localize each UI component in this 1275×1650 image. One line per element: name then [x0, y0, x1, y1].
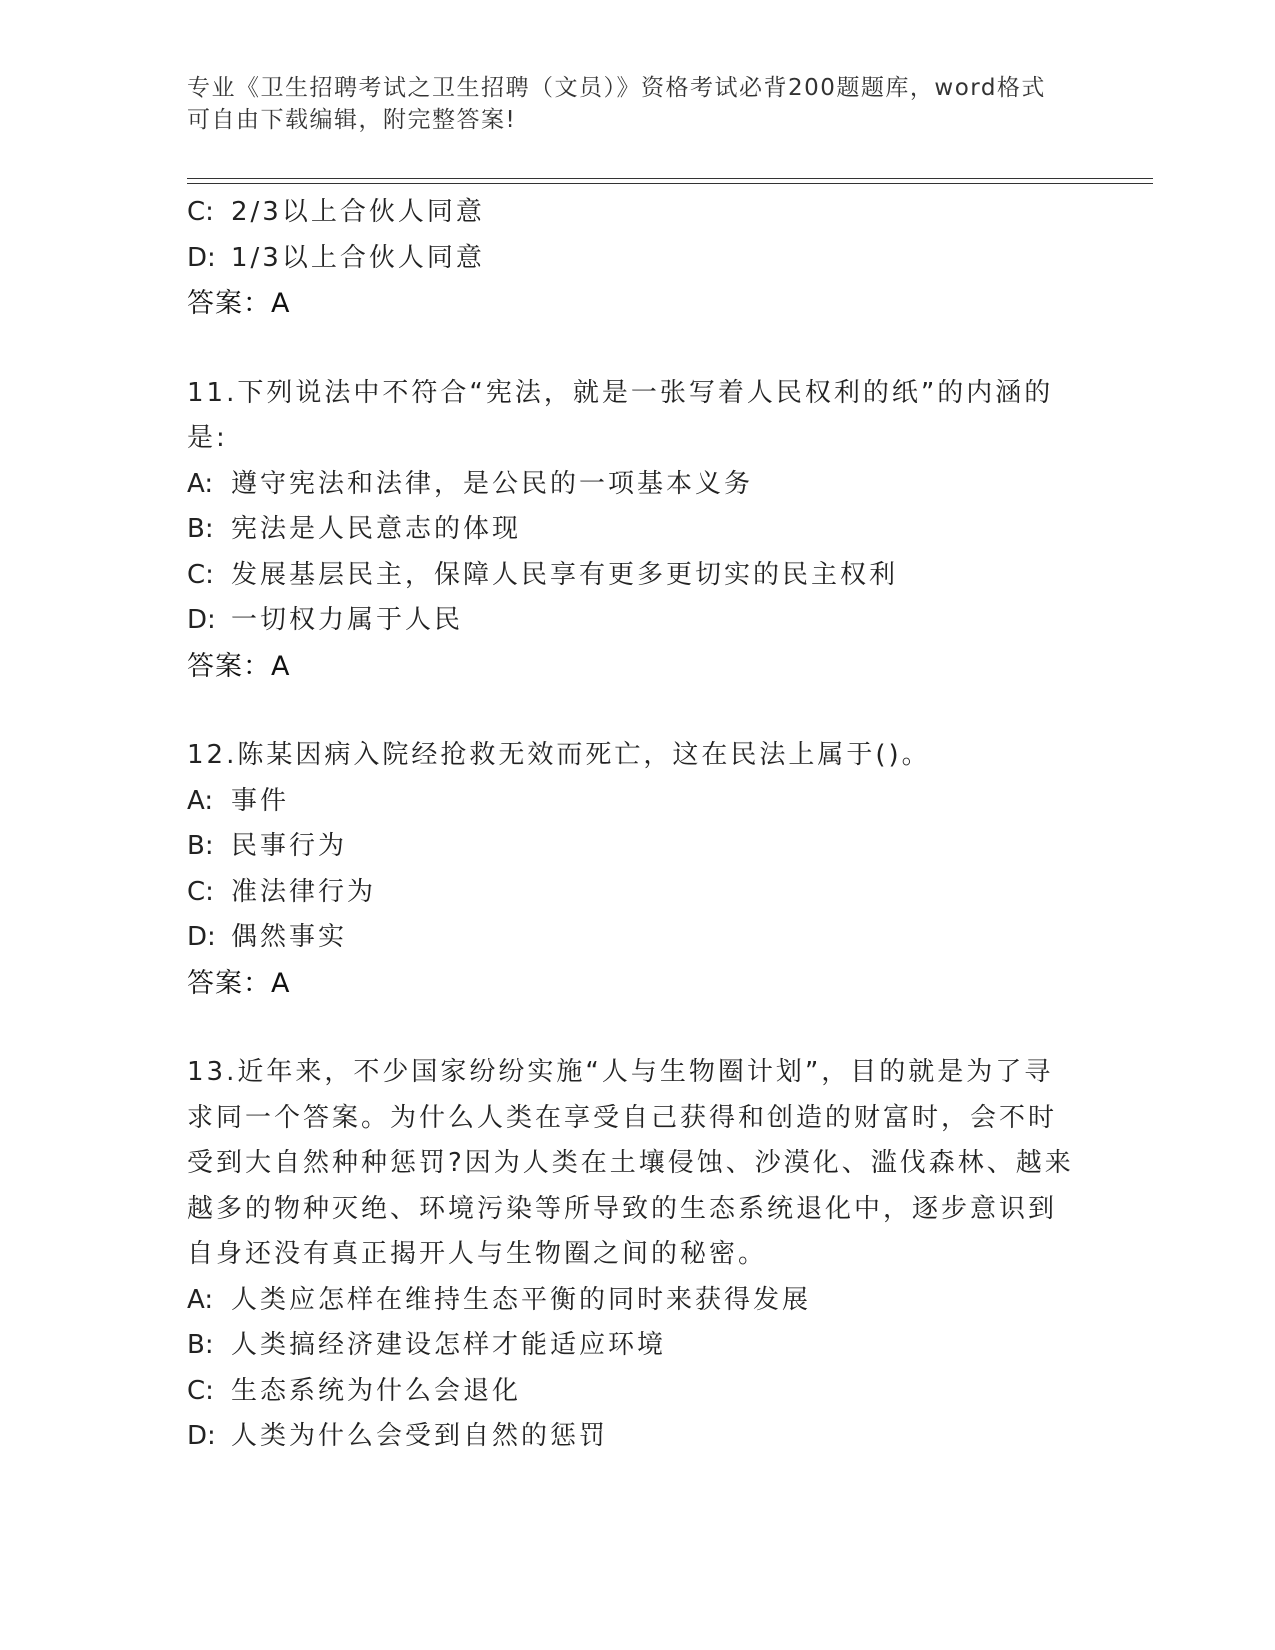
question-11 [187, 371, 1087, 690]
option-c [187, 190, 1087, 236]
option-b [187, 824, 1087, 870]
option-c [187, 870, 1087, 916]
answer-line: 答案：A [187, 288, 291, 319]
option-text: 2/3以上合伙人同意 [231, 197, 485, 227]
option-key: D: [187, 605, 216, 635]
question-stem-line: 求同一个答案。为什么人类在享受自己获得和创造的财富时，会不时 [187, 1102, 1058, 1133]
header-divider-top [187, 178, 1153, 179]
document-body [187, 190, 1087, 1460]
option-key: A: [187, 468, 214, 499]
option-d [187, 915, 1087, 961]
spacer [187, 1006, 1087, 1050]
option-key: A: [187, 785, 214, 816]
question-13 [187, 1050, 1087, 1460]
spacer [187, 327, 1087, 371]
question-stem-line: 12.陈某因病入院经抢救无效而死亡，这在民法上属于()。 [187, 740, 931, 770]
document-header [187, 72, 1087, 136]
option-text: 一切权力属于人民 [231, 605, 464, 635]
option-d [187, 236, 1087, 282]
answer-line: 答案：A [187, 650, 291, 682]
question-stem-line: 越多的物种灭绝、环境污染等所导致的生态系统退化中，逐步意识到 [187, 1193, 1058, 1224]
option-text: 生态系统为什么会退化 [231, 1375, 522, 1406]
option-text: 事件 [231, 785, 290, 816]
option-b [187, 1323, 1087, 1369]
option-d [187, 598, 1087, 644]
option-key: D: [187, 922, 216, 952]
option-key: C: [187, 1375, 214, 1406]
question-12 [187, 733, 1087, 1006]
option-text: 偶然事实 [231, 922, 348, 952]
option-a [187, 1278, 1087, 1324]
question-stem-line: 受到大自然种种惩罚?因为人类在土壤侵蚀、沙漠化、滥伐森林、越来 [187, 1148, 1074, 1178]
header-divider-bottom [187, 183, 1153, 184]
question-stem-line: 13.近年来，不少国家纷纷实施“人与生物圈计划”，目的就是为了寻 [187, 1057, 1054, 1087]
option-text: 人类为什么会受到自然的惩罚 [231, 1421, 609, 1451]
option-key: A: [187, 1284, 214, 1315]
option-c [187, 1369, 1087, 1415]
option-text: 宪法是人民意志的体现 [231, 514, 522, 544]
option-key: D: [187, 242, 216, 273]
option-text: 1/3以上合伙人同意 [231, 242, 485, 273]
option-a [187, 779, 1087, 825]
option-key: B: [187, 1330, 214, 1360]
option-key: D: [187, 1421, 216, 1451]
option-key: B: [187, 514, 214, 544]
option-d [187, 1414, 1087, 1460]
option-text: 准法律行为 [231, 876, 377, 907]
option-text: 人类搞经济建设怎样才能适应环境 [231, 1330, 667, 1360]
option-key: C: [187, 876, 214, 907]
option-text: 民事行为 [231, 831, 348, 861]
option-c [187, 553, 1087, 599]
option-text: 人类应怎样在维持生态平衡的同时来获得发展 [231, 1284, 812, 1315]
header-title-line-1: 专业《卫生招聘考试之卫生招聘（文员）》资格考试必背200题题库，word格式 [187, 75, 1046, 101]
header-title-line-2: 可自由下载编辑，附完整答案! [187, 107, 517, 133]
question-stem-line: 自身还没有真正揭开人与生物圈之间的秘密。 [187, 1239, 768, 1269]
option-text: 发展基层民主，保障人民享有更多更切实的民主权利 [231, 559, 899, 590]
question-stem-line: 11.下列说法中不符合“宪法，就是一张写着人民权利的纸”的内涵的 [187, 377, 1054, 408]
question-stem-line: 是: [187, 423, 228, 453]
option-key: C: [187, 197, 214, 227]
option-text: 遵守宪法和法律，是公民的一项基本义务 [231, 468, 754, 499]
question-10-fragment [187, 190, 1087, 327]
option-a [187, 462, 1087, 508]
answer-line: 答案：A [187, 967, 291, 999]
option-b [187, 507, 1087, 553]
option-key: B: [187, 831, 214, 861]
option-key: C: [187, 559, 214, 590]
spacer [187, 689, 1087, 733]
